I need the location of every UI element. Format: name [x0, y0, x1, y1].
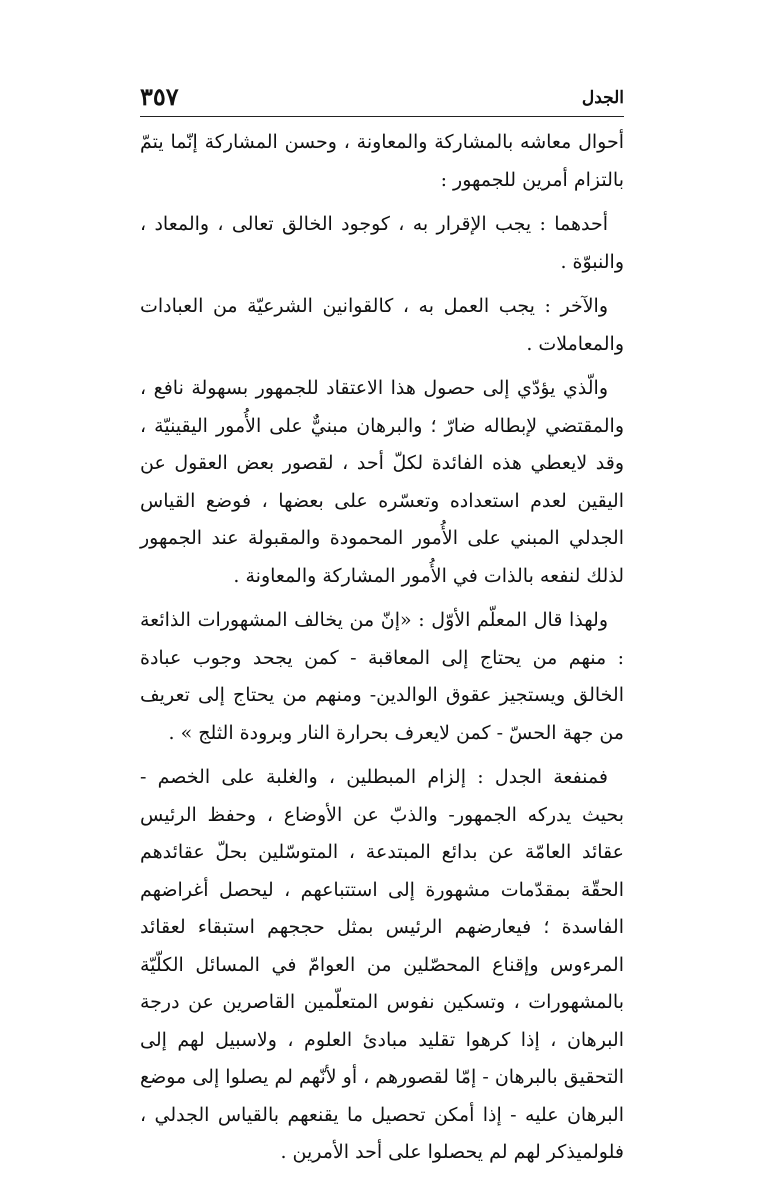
paragraph: أحوال معاشه بالمشاركة والمعاونة ، وحسن المشاركة إنّما يتمّ بالتزام أمرين للجمهور : [140, 131, 624, 191]
header-rule [140, 116, 624, 117]
paragraph: والّذي يؤدّي إلى حصول هذا الاعتقاد للجمهور بسهولة نافع ، والمقتضي لإبطاله ضارّ ؛ والبرهان مبنيٌّ على الأُمور اليقينيّة ، وقد لايعطي هذه الفائدة لكلّ أحد ، لقصور بعض العقول عن اليقين لعدم استعداده وتعسّره على بعضها ، فوضع القياس الجدلي المبني على الأُمور المحمودة والمقبولة عند الجمهور لذلك لنفعه بالذات في الأُمور المشاركة والمعاونة . [140, 377, 624, 587]
paragraph: أحدهما : يجب الإقرار به ، كوجود الخالق تعالى ، والمعاد ، والنبوّة . [140, 213, 624, 273]
paragraph: فمنفعة الجدل : إلزام المبطلين ، والغلبة على الخصم - بحيث يدركه الجمهور- والذبّ عن الأوضاع ، وحفظ الرئيس عقائد العامّة عن بدائع المبتدعة ، المتوسّلين بحلّ عقائدهم الحقّة بمقدّمات مشهورة إلى استتباعهم ، ليحصل أغراضهم الفاسدة ؛ فيعارضهم الرئيس بمثل حججهم استبقاء لعقائد المرءوس وإقناع المحصّلين من العوامّ في المسائل الكلّيّة بالمشهورات ، وتسكين نفوس المتعلّمين القاصرين عن درجة البرهان ، إذا كرهوا تقليد مبادئ العلوم ، ولاسبيل لهم إلى التحقيق بالبرهان - إمّا لقصورهم ، أو لأنّهم لم يصلوا إلى موضع البرهان عليه - إذا أمكن تحصيل ما يقنعهم بالقياس الجدلي ، فلولميذكر لهم لم يحصلوا على أحد الأمرين . [140, 766, 624, 1163]
running-header [140, 82, 624, 118]
page-number: ٣٥٧ [140, 82, 179, 111]
body-text [140, 124, 624, 1179]
chapter-title: الجدل [581, 88, 624, 108]
paragraph: ولهذا قال المعلّم الأوّل : «إنّ من يخالف المشهورات الذائعة : منهم من يحتاج إلى المعاقبة - كمن يجحد وجوب عبادة الخالق ويستجيز عقوق الوالدين- ومنهم من يحتاج إلى تعريف من جهة الحسّ - كمن لايعرف بحرارة النار وبرودة الثلج » . [140, 609, 624, 744]
paragraph: والآخر : يجب العمل به ، كالقوانين الشرعيّة من العبادات والمعاملات . [140, 295, 624, 355]
